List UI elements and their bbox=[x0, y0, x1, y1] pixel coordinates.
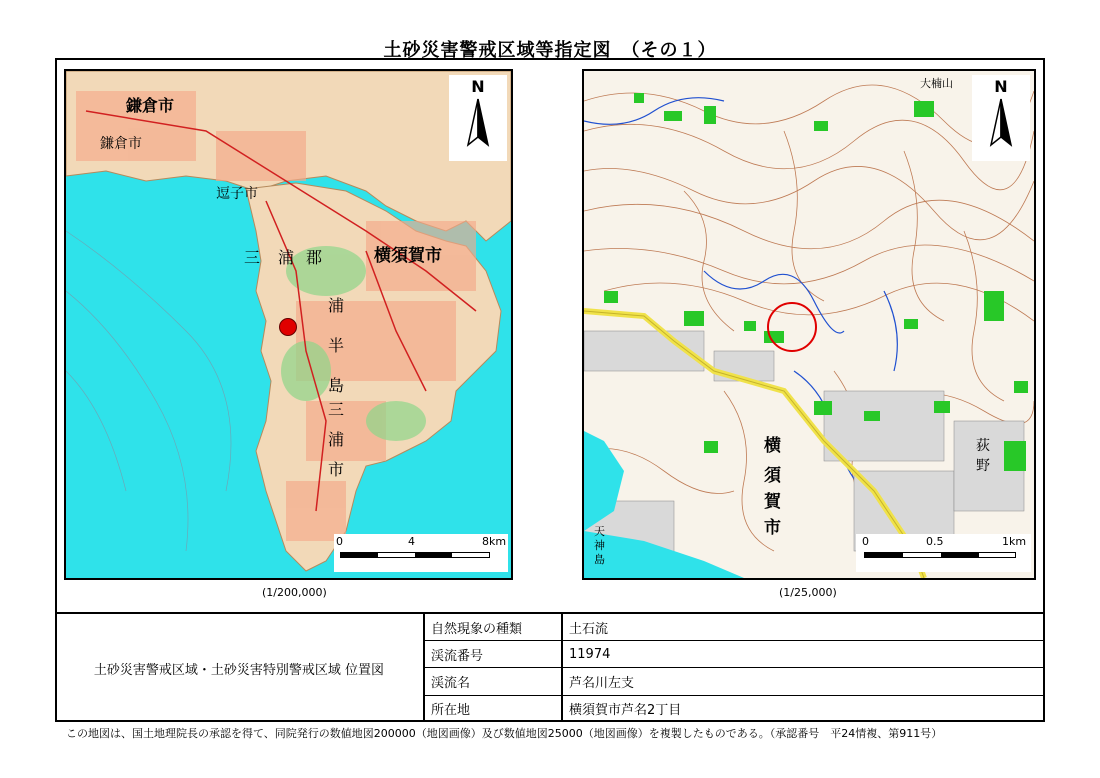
label-tenjinjima-1: 天 bbox=[594, 525, 605, 538]
scale-bar-graphic bbox=[864, 552, 1016, 558]
table-row bbox=[425, 668, 1043, 695]
north-arrow-icon bbox=[449, 75, 507, 161]
label-obusuyama: 大楠山 bbox=[920, 77, 953, 90]
overview-map[interactable] bbox=[64, 69, 513, 580]
scale-bar-graphic bbox=[340, 552, 490, 558]
row-key: 所在地 bbox=[425, 695, 562, 722]
label-yokosuka-city: 横須賀市 bbox=[374, 246, 442, 266]
label-yokosuka-1: 横 bbox=[764, 436, 781, 456]
location-marker[interactable] bbox=[279, 318, 297, 336]
north-arrow bbox=[449, 75, 507, 161]
credit-note: この地図は、国土地理院長の承認を得て、同院発行の数値地図200000（地図画像）及び数値地図25000（地図画像）を複製したものである。（承認番号 平24情複、第911号） bbox=[66, 727, 943, 740]
row-key: 渓流番号 bbox=[425, 641, 562, 668]
label-zushi-city: 逗子市 bbox=[216, 186, 258, 202]
label-kamakura-city: 鎌倉市 bbox=[126, 96, 175, 115]
label-hanto-3: 島 bbox=[328, 376, 345, 395]
scale-label-0: 0 bbox=[862, 535, 869, 548]
table-row bbox=[425, 695, 1043, 722]
detail-map[interactable] bbox=[582, 69, 1036, 580]
scale-label-mid: 0.5 bbox=[926, 535, 944, 548]
detail-map-ratio: (1/25,000) bbox=[779, 586, 837, 599]
row-value: 芦名川左支 bbox=[562, 668, 1043, 695]
table-row bbox=[425, 641, 1043, 668]
row-value: 11974 bbox=[562, 641, 1043, 668]
label-hanto-1: 浦 bbox=[328, 296, 345, 315]
scale-bar-right bbox=[856, 534, 1031, 572]
row-value: 横須賀市芦名2丁目 bbox=[569, 703, 682, 719]
overview-map-ratio: (1/200,000) bbox=[262, 586, 327, 599]
label-miura-city-3: 市 bbox=[328, 460, 345, 479]
label-miura-gun-3: 郡 bbox=[306, 248, 323, 267]
label-hanto-2: 半 bbox=[328, 336, 345, 355]
label-yokosuka-4: 市 bbox=[764, 518, 781, 538]
label-kamakura-city-2: 鎌倉市 bbox=[100, 136, 142, 152]
label-miura-city-2: 浦 bbox=[328, 430, 345, 449]
label-miura-gun-2: 浦 bbox=[278, 248, 295, 267]
location-map-title: 土砂災害警戒区域・土砂災害特別警戒区域 位置図 bbox=[55, 614, 425, 722]
label-ogino-2: 野 bbox=[976, 458, 990, 474]
scale-label-end: 1km bbox=[1002, 535, 1027, 548]
scale-label-0: 0 bbox=[336, 535, 343, 548]
label-yokosuka-3: 賀 bbox=[764, 492, 781, 512]
north-label-right: N bbox=[994, 77, 1008, 96]
label-ogino-1: 荻 bbox=[976, 438, 990, 454]
label-tenjinjima-2: 神 bbox=[594, 539, 605, 552]
scale-label-end: 8km bbox=[482, 535, 507, 548]
north-arrow-icon bbox=[972, 75, 1030, 161]
north-label: N bbox=[471, 77, 485, 96]
north-arrow-right bbox=[972, 75, 1030, 161]
detail-map-image bbox=[584, 71, 1034, 578]
info-panel bbox=[55, 612, 1045, 722]
scale-label-mid: 4 bbox=[408, 535, 415, 548]
page-title: 土砂災害警戒区域等指定図 （その１） bbox=[383, 40, 717, 61]
scale-bar bbox=[334, 534, 508, 572]
row-value: 土石流 bbox=[562, 614, 1043, 641]
table-row bbox=[425, 614, 1043, 641]
label-miura-gun-1: 三 bbox=[244, 248, 261, 267]
label-yokosuka-2: 須 bbox=[764, 466, 781, 486]
label-tenjinjima-3: 島 bbox=[594, 553, 605, 566]
row-key: 自然現象の種類 bbox=[425, 614, 562, 641]
info-table bbox=[425, 614, 1043, 722]
row-key: 渓流名 bbox=[425, 668, 562, 695]
label-miura-city-1: 三 bbox=[328, 400, 345, 419]
